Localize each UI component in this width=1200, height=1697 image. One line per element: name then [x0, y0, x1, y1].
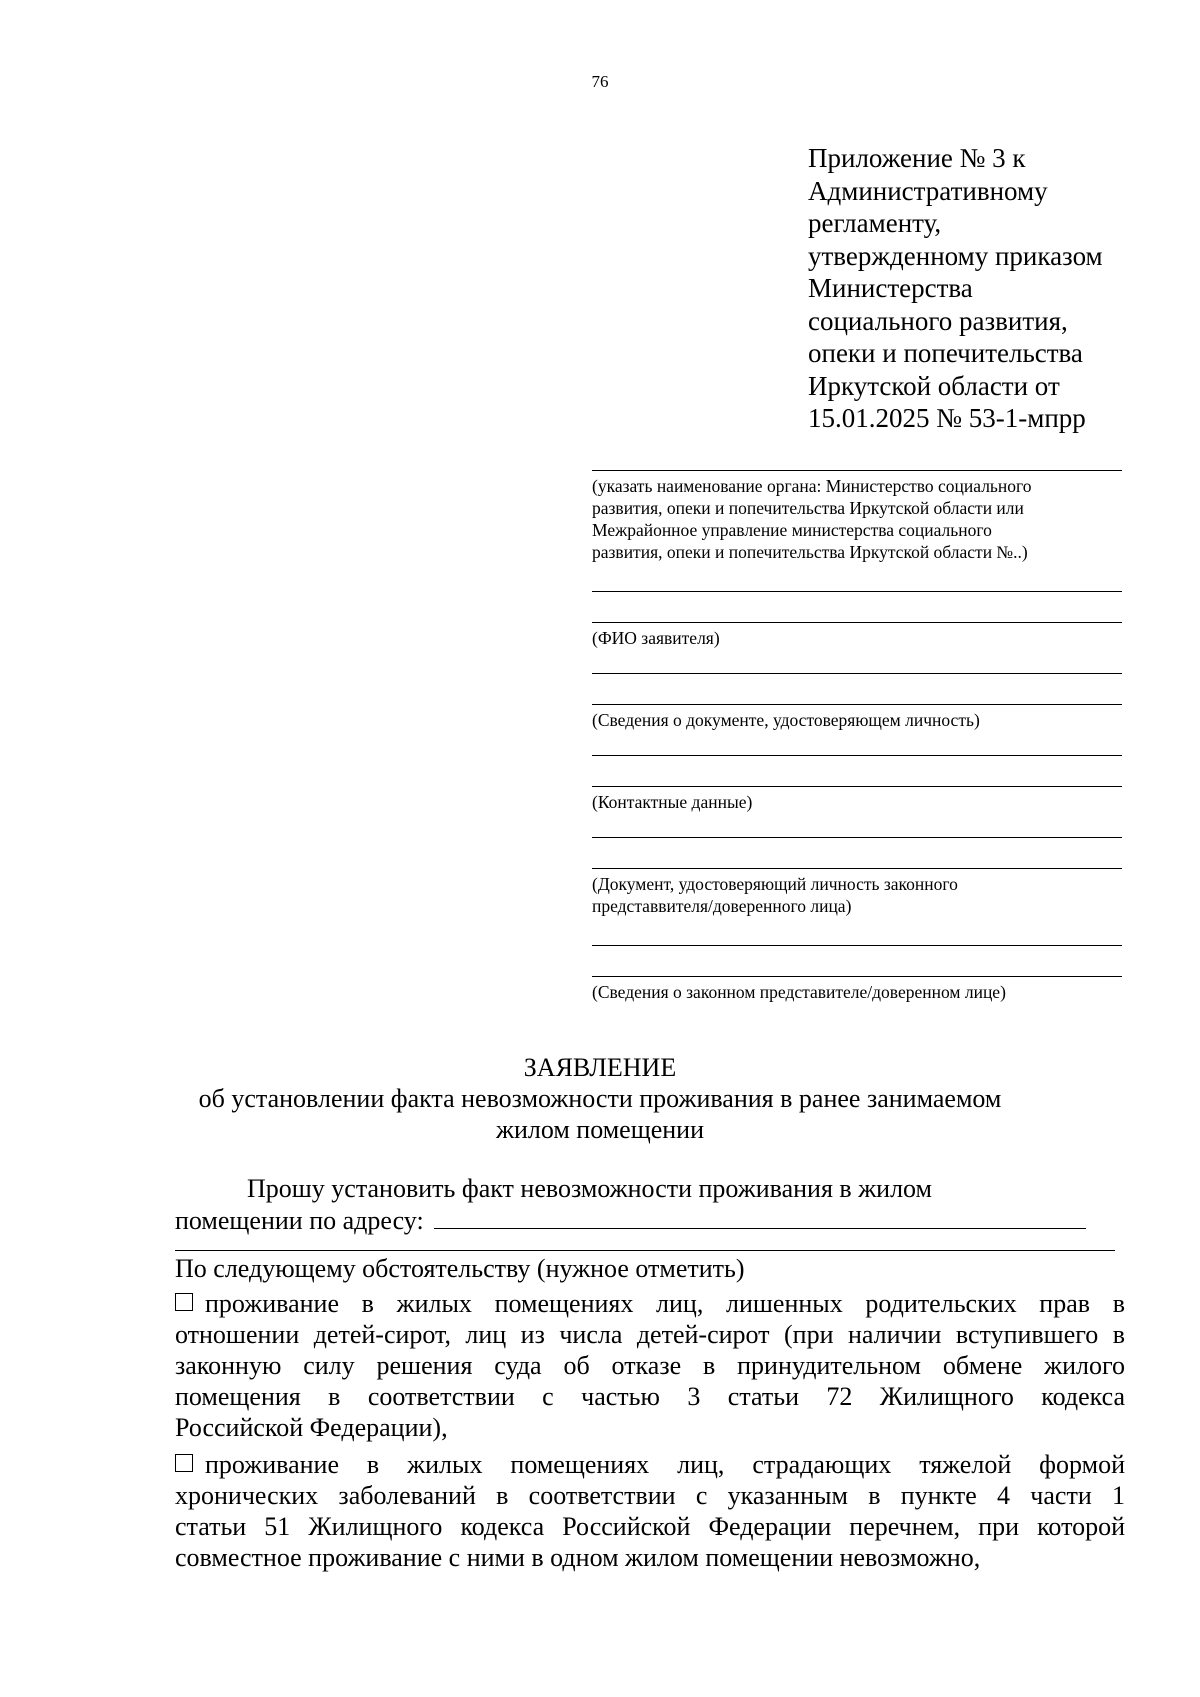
contact-data-caption: (Контактные данные) [592, 792, 753, 812]
document-title [0, 1052, 1200, 1145]
representative-info-line-1[interactable] [592, 945, 1122, 946]
request-line-2: помещении по адресу: [175, 1204, 1125, 1236]
applicant-name-line-1[interactable] [592, 591, 1122, 592]
appendix-line: Министерства [808, 273, 973, 303]
applicant-fields [592, 470, 1122, 1003]
page-number: 76 [591, 72, 609, 91]
identity-document-line-2[interactable] [592, 704, 1122, 705]
representative-info-line-2[interactable] [592, 976, 1122, 977]
appendix-line: утвержденному приказом [808, 240, 1103, 271]
applicant-name-caption: (ФИО заявителя) [592, 628, 720, 648]
circumstance-label: По следующему обстоятельству (нужное отметить) [175, 1254, 745, 1283]
representative-document-caption: (Документ, удостоверяющий личность законного представвителя/доверенного лица) [592, 874, 958, 916]
option-2-checkbox[interactable] [175, 1454, 193, 1472]
option-2: проживание в жилых помещениях лиц, страдающих тяжелой формой хронических заболеваний в соответствии с указанным в пункте 4 части 1 статьи 51 Жилищного кодекса Российской Федерации перечнем, при которой совместное проживание с ними в одном жилом помещении невозможно, [175, 1450, 1125, 1572]
request-line-1: Прошу установить факт невозможности проживания в жилом [247, 1174, 933, 1203]
authority-name-line[interactable] [592, 470, 1122, 471]
appendix-line: опеки и попечительства [808, 338, 1083, 368]
appendix-line: 15.01.2025 № 53-1-мпрр [808, 403, 1086, 433]
address-continuation-line[interactable] [175, 1250, 1115, 1251]
representative-info-caption: (Сведения о законном представителе/доверенном лице) [592, 982, 1006, 1002]
title-subtitle-line-2: жилом помещении [495, 1115, 705, 1144]
request-text [175, 1173, 1125, 1573]
appendix-reference [808, 142, 1138, 435]
contact-data-line-2[interactable] [592, 786, 1122, 787]
representative-document-line-1[interactable] [592, 837, 1122, 838]
option-1: проживание в жилых помещениях лиц, лишенных родительских прав в отношении детей-сирот, лиц из числа детей-сирот (при наличии вступившего в законную силу решения суда об отказе в принудительном обмене жилого помещения в соответствии с частью 3 статьи 72 Жилищного кодекса Российской Федерации), [175, 1289, 1125, 1442]
representative-document-line-2[interactable] [592, 868, 1122, 869]
address-input-line[interactable] [434, 1204, 1086, 1229]
title-heading: ЗАЯВЛЕНИЕ [523, 1053, 677, 1082]
contact-data-line-1[interactable] [592, 755, 1122, 756]
appendix-line: регламенту, [808, 208, 942, 238]
title-subtitle-line-1: об установлении факта невозможности проживания в ранее занимаемом [198, 1084, 1002, 1113]
applicant-name-line-2[interactable] [592, 622, 1122, 623]
identity-document-caption: (Сведения о документе, удостоверяющем личность) [592, 710, 980, 730]
option-1-checkbox[interactable] [175, 1293, 193, 1311]
appendix-line: Приложение № 3 к [808, 143, 1026, 173]
appendix-line: Иркутской области от [808, 370, 1060, 401]
authority-name-caption: (указать наименование органа: Министерство социального развития, опеки и попечительства Иркутской области или Межрайонное управление министерства социального развития, опеки и попечительства Иркутской области №..) [592, 476, 1032, 562]
appendix-line: Административному [808, 175, 1048, 206]
appendix-line: социального развития, [808, 305, 1068, 336]
identity-document-line-1[interactable] [592, 673, 1122, 674]
